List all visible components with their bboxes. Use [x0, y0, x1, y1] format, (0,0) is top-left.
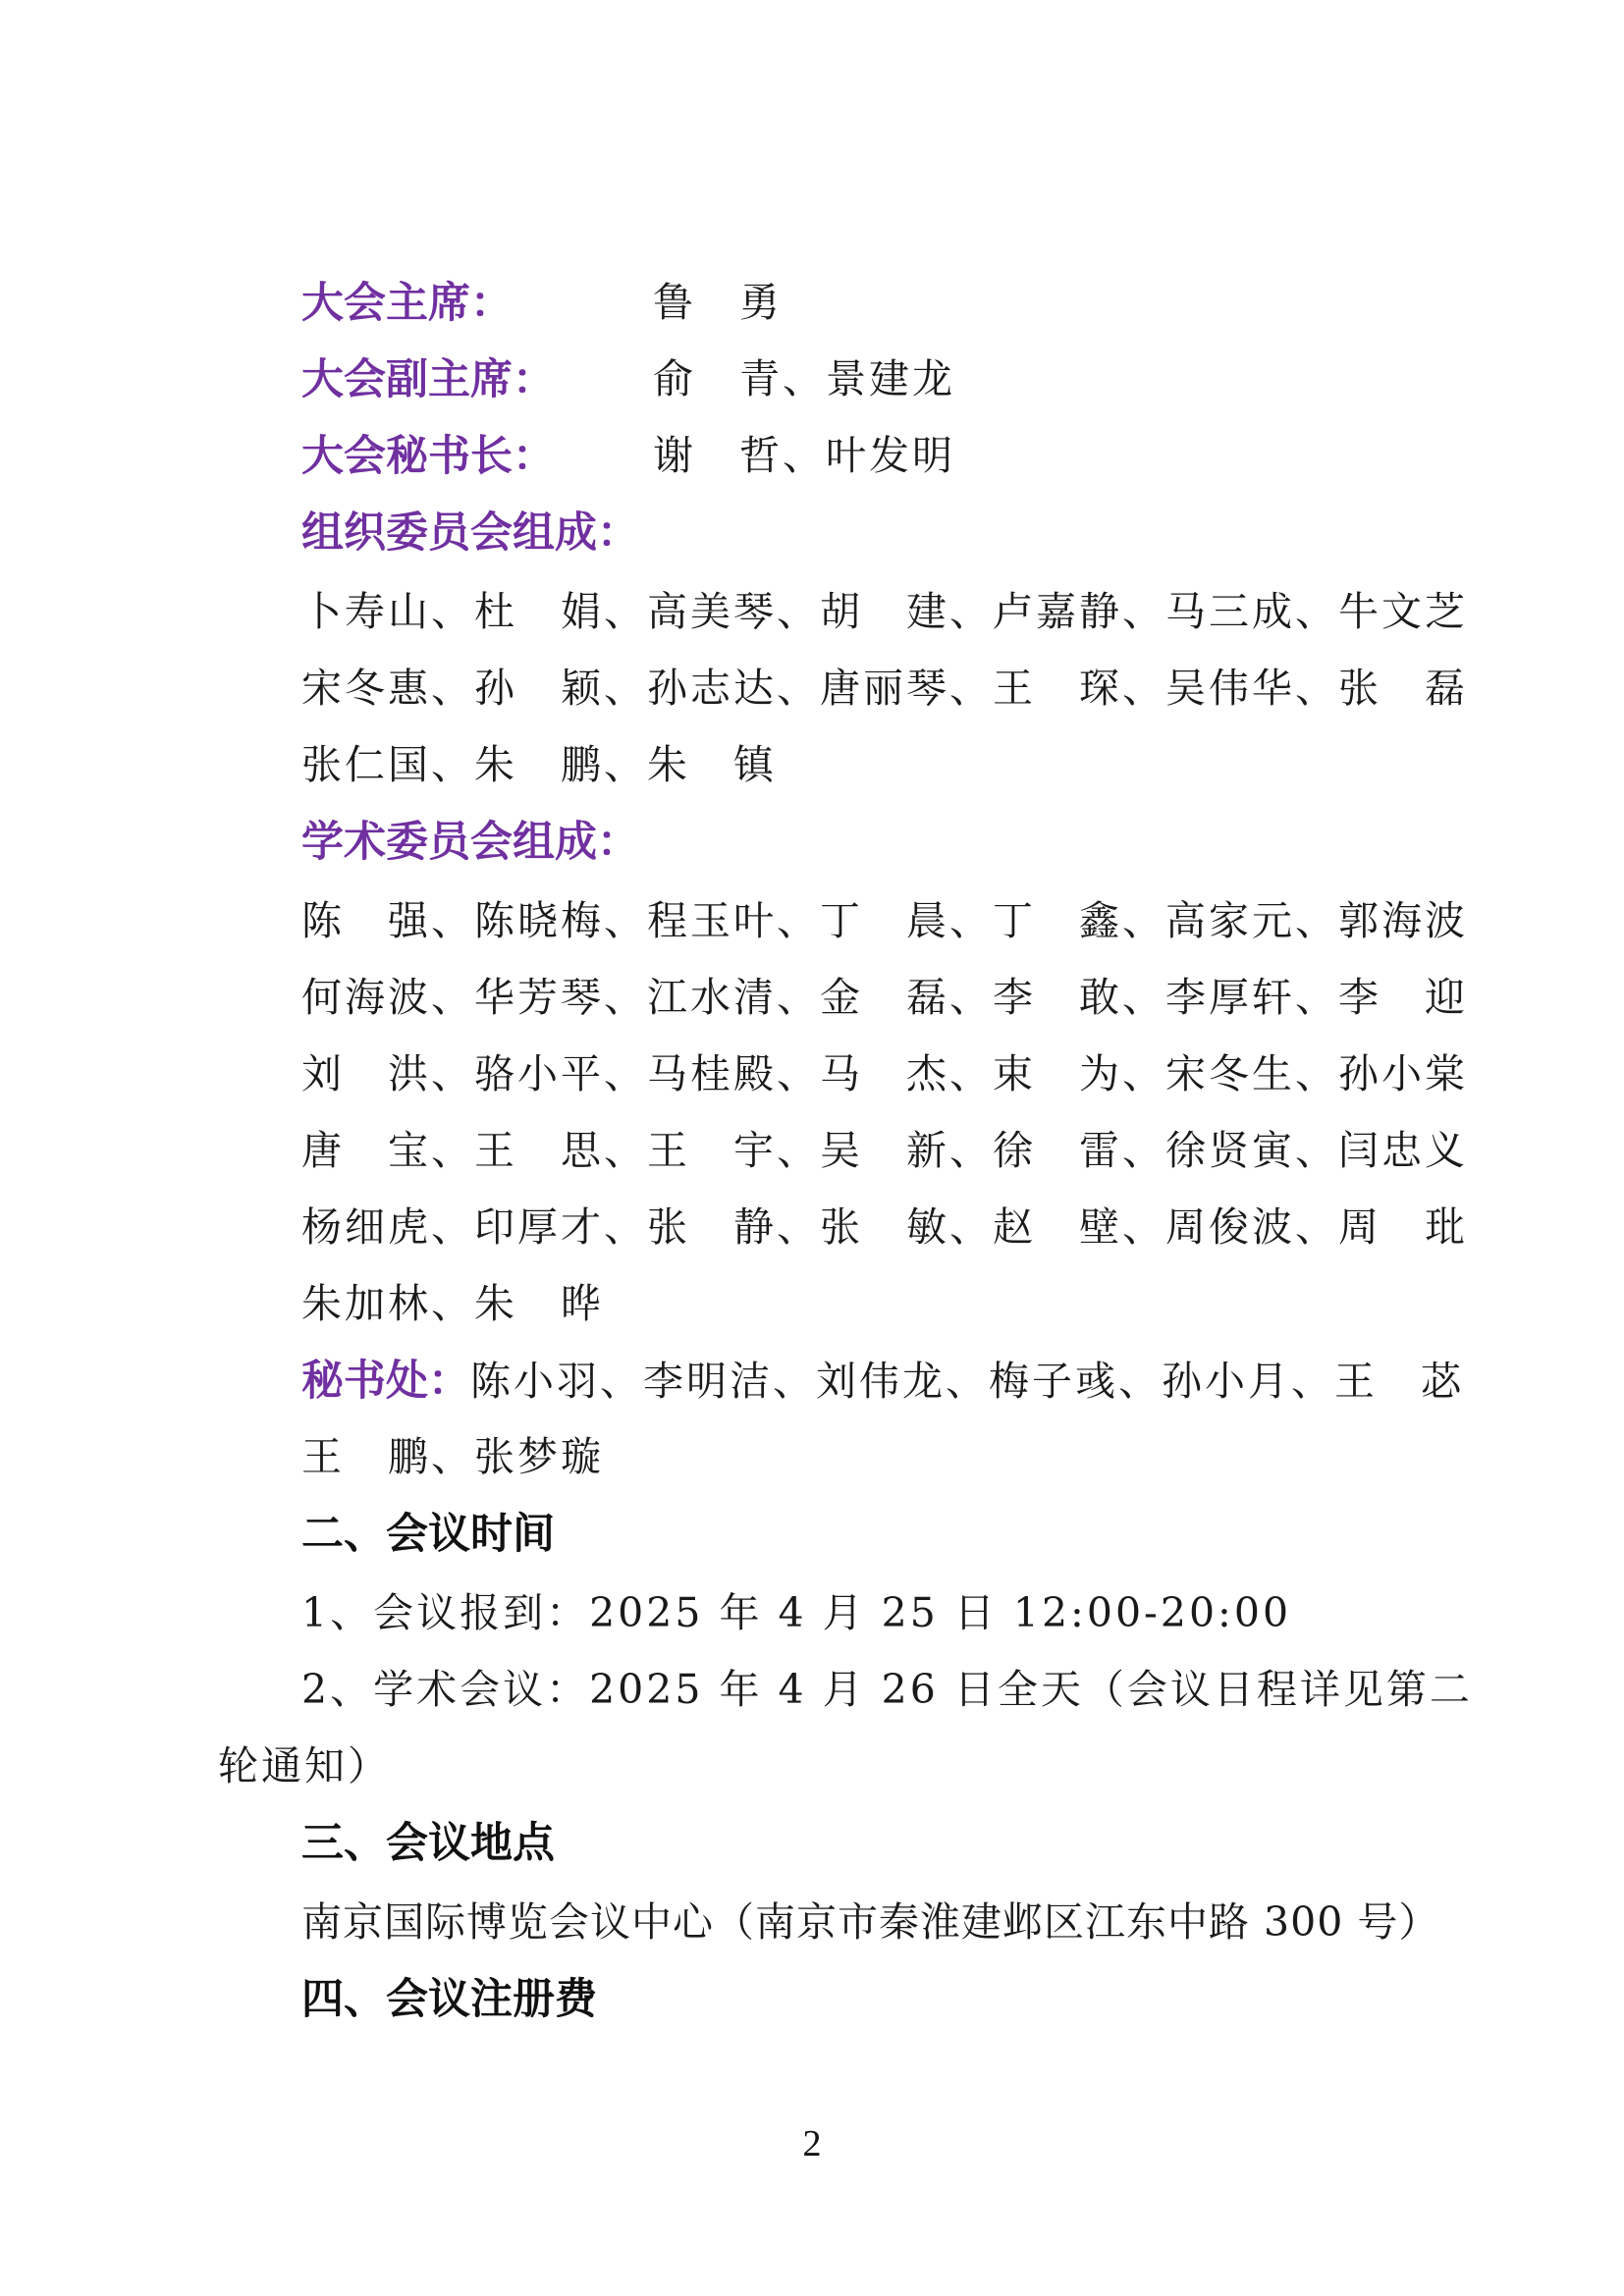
secretariat-members: 陈小羽、李明洁、刘伟龙、梅子彧、孙小月、王 苾: [470, 1358, 1464, 1405]
vice-chair-label: 大会副主席：: [301, 355, 555, 404]
secretariat-members-line2: 王 鹏、张梦璇: [301, 1433, 604, 1480]
secretary-general-row: [301, 432, 955, 481]
vice-chair-row: [301, 355, 955, 404]
chair-row: [301, 279, 783, 328]
academic-meeting-time-cont: 轮通知）: [218, 1742, 391, 1789]
organizing-committee-title: 组织委员会组成：: [301, 508, 639, 558]
academic-committee-title: 学术委员会组成：: [301, 818, 639, 867]
section-heading-location: 三、会议地点: [301, 1819, 555, 1868]
academic-committee-line: 杨细虎、印厚才、张 静、张 敏、赵 壁、周俊波、周 玭: [301, 1203, 1468, 1251]
academic-meeting-time: 2、学术会议：2025 年 4 月 26 日全天（会议日程详见第二: [301, 1666, 1473, 1713]
secretary-general-label: 大会秘书长：: [301, 432, 555, 481]
academic-committee-line: 朱加林、朱 晔: [301, 1280, 604, 1327]
section-heading-time: 二、会议时间: [301, 1510, 555, 1559]
secretariat-row: [301, 1357, 1464, 1406]
academic-committee-line: 何海波、华芳琴、江水清、金 磊、李 敢、李厚轩、李 迎: [301, 974, 1468, 1021]
academic-committee-line: 刘 洪、骆小平、马桂殿、马 杰、束 为、宋冬生、孙小棠: [301, 1050, 1468, 1097]
organizing-committee-line: 卜寿山、杜 娟、高美琴、胡 建、卢嘉静、马三成、牛文芝: [301, 588, 1468, 635]
academic-committee-line: 陈 强、陈晓梅、程玉叶、丁 晨、丁 鑫、高家元、郭海波: [301, 897, 1468, 944]
chair-label: 大会主席：: [301, 279, 513, 328]
academic-committee-line: 唐 宝、王 思、王 宇、吴 新、徐 雷、徐贤寅、闫忠义: [301, 1127, 1468, 1174]
section-heading-fee: 四、会议注册费: [301, 1975, 597, 2024]
registration-time: 1、会议报到：2025 年 4 月 25 日 12:00-20:00: [301, 1589, 1292, 1636]
page-number: 2: [802, 2123, 822, 2164]
organizing-committee-line: 张仁国、朱 鹏、朱 镇: [301, 741, 777, 788]
organizing-committee-line: 宋冬惠、孙 颖、孙志达、唐丽琴、王 琛、吴伟华、张 磊: [301, 665, 1468, 712]
vice-chair-value: 俞 青、景建龙: [653, 355, 955, 402]
secretary-general-value: 谢 哲、叶发明: [653, 432, 955, 479]
meeting-location: 南京国际博览会议中心（南京市秦淮建邺区江东中路 300 号）: [301, 1898, 1440, 1946]
secretariat-label: 秘书处：: [301, 1357, 470, 1406]
chair-value: 鲁 勇: [653, 279, 783, 326]
